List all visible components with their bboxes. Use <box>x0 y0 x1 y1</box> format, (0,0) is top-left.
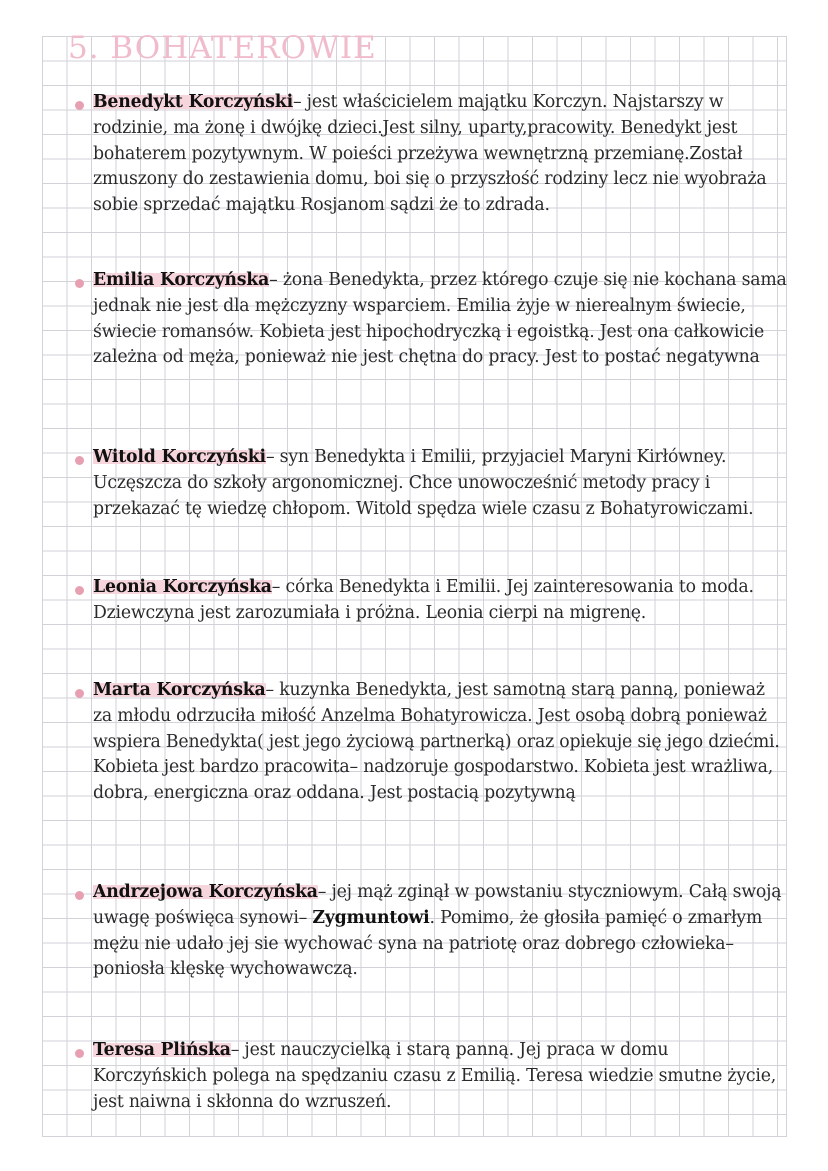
character-description-continued: . Pomimo, że głosiła pamięć o zmarłym mężu nie udało jej sie wychować syna na patriotę oraz dobrego człowieka– poniosła klęskę wychowawczą. <box>93 907 763 980</box>
character-name: Teresa Plińska <box>93 1040 231 1060</box>
character-description: – żona Benedykta, przez którego czuje się nie kochana sama jednak nie jest dla mężczyzny wsparciem. Emilia żyje w nierealnym świecie, świecie romansów. Kobieta jest hipochodryczką i egoistką. Jest ona całkowicie zależna od męża, ponieważ nie jest chętna do pracy. Jest to postać negatywna <box>93 270 787 368</box>
bullet-icon <box>75 456 84 465</box>
entry-text <box>93 90 787 219</box>
entry-text <box>93 268 787 371</box>
bullet-icon <box>75 689 84 698</box>
bullet-icon <box>75 101 84 110</box>
character-entry-emilia <box>75 268 787 371</box>
character-name: Witold Korczyński <box>93 447 266 467</box>
entry-text <box>93 880 787 983</box>
character-name: Emilia Korczyńska <box>93 270 270 290</box>
entry-text <box>93 1038 787 1115</box>
character-description: – córka Benedykta i Emilii. Jej zainteresowania to moda. Dziewczyna jest zarozumiała i próżna. Leonia cierpi na migrenę. <box>93 577 754 623</box>
bullet-icon <box>75 279 84 288</box>
page-title: 5. BOHATEROWIE <box>68 30 377 66</box>
character-entry-teresa <box>75 1038 787 1115</box>
bullet-icon <box>75 1049 84 1058</box>
character-description: – jej mąż zginął w powstaniu styczniowym. Całą swoją uwagę poświęca synowi– <box>93 882 782 928</box>
entry-text <box>93 678 787 807</box>
character-entry-leonia <box>75 575 787 627</box>
entry-text <box>93 445 787 522</box>
character-description: – jest nauczycielką i starą panną. Jej praca w domu Korczyńskich polega na spędzaniu czasu z Emilią. Teresa wiedzie smutne życie, jest naiwna i skłonna do wzruszeń. <box>93 1040 777 1112</box>
character-description: – jest właścicielem majątku Korczyn. Najstarszy w rodzinie, ma żonę i dwójkę dzieci.Jest silny, uparty,pracowity. Benedykt jest bohaterem pozytywnym. W poieści przeżywa wewnętrzną przemianę.Został zmuszony do zestawienia domu, boi się o przyszłość rodziny lecz nie wyobraża sobie sprzedać majątku Rosjanom sądzi że to zdrada. <box>93 92 767 216</box>
character-entry-witold <box>75 445 787 522</box>
character-name: Leonia Korczyńska <box>93 577 272 597</box>
character-entry-marta <box>75 678 787 807</box>
bullet-icon <box>75 586 84 595</box>
entry-text <box>93 575 787 627</box>
character-name: Marta Korczyńska <box>93 680 266 700</box>
character-entry-benedykt <box>75 90 787 219</box>
emphasized-name: Zygmuntowi <box>312 907 430 928</box>
character-description: – syn Benedykta i Emilii, przyjaciel Maryni Kirłówney. Uczęszcza do szkoły argonomicznej. Chce unowocześnić metody pracy i przekazać tę wiedzę chłopom. Witold spędza wiele czasu z Bohatyrowiczami. <box>93 447 754 519</box>
bullet-icon <box>75 891 84 900</box>
character-name: Andrzejowa Korczyńska <box>93 882 318 902</box>
character-description: – kuzynka Benedykta, jest samotną starą panną, ponieważ za młodu odrzuciła miłość Anzelma Bohatyrowicza. Jest osobą dobrą ponieważ wspiera Benedykta( jest jego życiową partnerką) oraz opiekuje się jego dziećmi. Kobieta jest bardzo pracowita– nadzoruje gospodarstwo. Kobieta jest wrażliwa, dobra, energiczna oraz oddana. Jest postacią pozytywną <box>93 680 780 804</box>
character-entry-andrzejowa <box>75 880 787 983</box>
character-name: Benedykt Korczyński <box>93 92 293 112</box>
